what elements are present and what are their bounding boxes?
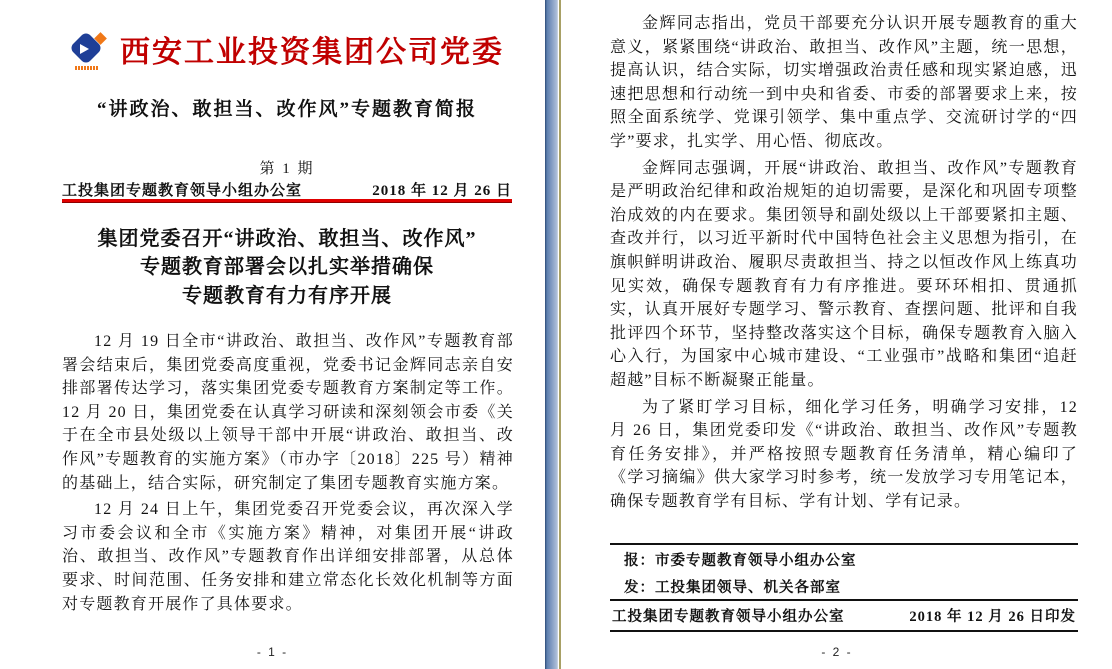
- page-edge-shadow: [545, 0, 558, 669]
- red-rule: [62, 199, 512, 203]
- article-title-line1: 集团党委召开“讲政治、敢担当、改作风”: [97, 228, 477, 250]
- company-logo-icon: [70, 32, 106, 74]
- article-title-line3: 专题教育有力有序开展: [182, 284, 392, 307]
- masthead: [62, 30, 512, 76]
- page-2: [562, 0, 1112, 669]
- bulletin-footer: [610, 543, 1078, 632]
- logo-caption: [75, 66, 99, 70]
- issue-number: 第 1 期: [259, 161, 315, 177]
- bulletin-subtitle: “讲政治、敢担当、改作风”专题教育简报: [96, 99, 477, 120]
- distribute-line: 发：工投集团领导、机关各部室: [624, 580, 841, 596]
- page-gap-divider: [545, 0, 562, 669]
- page2-body: [610, 12, 1078, 516]
- page2-number: - 2 -: [821, 645, 853, 659]
- imprint-date: 2018 年 12 月 26 日印发: [909, 609, 1076, 625]
- article-title-line2: 专题教育部署会以扎实举措确保: [140, 256, 434, 279]
- paragraph: 12 月 24 日上午，集团党委召开党委会议，再次深入学习市委会议和全市《实施方案》精神，对集团开展“讲政治、敢担当、改作风”专题教育作出详细安排部署，从总体要求、时间范围、任务安排和建立常态化长效化机制等方面对专题教育开展作了具体要求。: [62, 501, 514, 613]
- paragraph: 金辉同志强调，开展“讲政治、敢担当、改作风”专题教育是严明政治纪律和政治规矩的迫切需要，是深化和巩固专项整治成效的内在要求。集团领导和副处级以上干部要紧扣主题、查改并行，以习近平新时代中国特色社会主义思想为指引，在旗帜鲜明讲政治、履职尽责敢担当、持之以恒改作风上练真功见实效，确保专题教育有力有序推进。要环环相扣、贯通抓实，认真开展好专题学习、警示教育、查摆问题、批评和自我批评四个环节，坚持整改落实这个目标，确保专题教育入脑入心入行，为国家中心城市建设、“工业强市”战略和集团“追赶超越”目标不断凝聚正能量。: [610, 159, 1078, 389]
- page-1: [0, 0, 545, 669]
- footer-rule-bottom: [610, 630, 1078, 632]
- issue-date: 2018 年 12 月 26 日: [372, 179, 512, 202]
- imprint-row: [610, 601, 1078, 630]
- paragraph: 金辉同志指出，党员干部要充分认识开展专题教育的重大意义，紧紧围绕“讲政治、敢担当、改作风”主题，统一思想，提高认识，结合实际，切实增强政治责任感和现实紧迫感，迅速把思想和行动统一到中央和省委、市委的部署要求上来，按照全面系统学、党课引领学、集中重点学、交流研讨学的“四学”要求，扎实学、用心悟、彻底改。: [610, 15, 1078, 150]
- page1-number: - 1 -: [256, 645, 289, 659]
- paragraph: 12 月 19 日全市“讲政治、敢担当、改作风”专题教育部署会结束后，集团党委高度重视，党委书记金辉同志亲自安排部署传达学习，落实集团党委专题教育方案制定等工作。12 月 20 日，集团党委在认真学习研读和深刻领会市委《关于在全市县处级以上领导干部中开展“讲政治、敢担当、改作风”专题教育的实施方案》（市办字〔2018〕225 号）精神的基础上，结合实际，研究制定了集团专题教育实施方案。: [62, 333, 514, 492]
- paragraph: 为了紧盯学习目标，细化学习任务，明确学习安排，12 月 26 日，集团党委印发《“讲政治、敢担当、改作风”专题教育任务安排》，并严格按照专题教育任务清单，精心编印了《学习摘编》供大家学习时参考，统一发放学习专用笔记本，确保专题教育学有目标、学有计划、学有记录。: [610, 398, 1078, 510]
- report-line: 报：市委专题教育领导小组办公室: [624, 553, 857, 569]
- page1-body: [62, 330, 514, 619]
- logo-arrow: [80, 44, 89, 54]
- issue-office: 工投集团专题教育领导小组办公室: [62, 179, 302, 202]
- imprint-office: 工投集团专题教育领导小组办公室: [612, 609, 845, 625]
- page-edge-line: [559, 0, 561, 669]
- article-title: [42, 225, 532, 310]
- org-title: 西安工业投资集团公司党委: [120, 36, 504, 69]
